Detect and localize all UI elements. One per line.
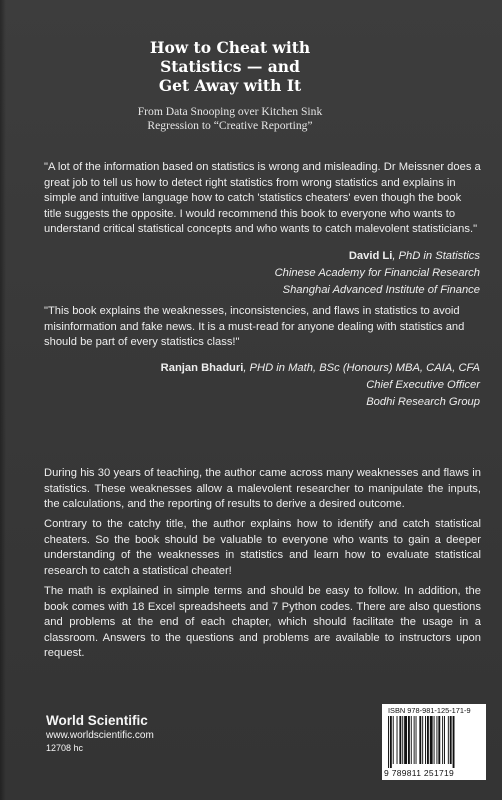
barcode-bar — [388, 716, 389, 768]
barcode-bar — [448, 716, 449, 764]
barcode-bar — [442, 716, 443, 764]
barcode-bar — [397, 716, 398, 764]
review-quote-2: "This book explains the weaknesses, inconsistencies, and flaws in statistics to avoid misinformation and fake news. It is a must-read for anyone dealing with statistics and should be part of every statistics class!" — [44, 305, 465, 349]
barcode-bar — [416, 716, 417, 764]
publisher-block — [46, 713, 154, 755]
reviewer-name: David Li — [348, 250, 393, 262]
barcode-bar — [453, 716, 455, 768]
subtitle-line: Regression to “Creative Reporting” — [147, 119, 313, 132]
publisher-name: World Scientific — [46, 713, 148, 728]
barcode-digits: 9 789811 251719 — [384, 768, 455, 778]
product-code: 12708 hc — [46, 743, 84, 753]
title-line: Get Away with It — [158, 76, 302, 95]
barcode-bar — [393, 716, 394, 764]
reviewer-affiliation: Chinese Academy for Financial Research — [274, 267, 480, 279]
title-line: How to Cheat with — [149, 38, 311, 57]
title-line: Statistics — and — [160, 57, 300, 76]
subtitle-line: From Data Snooping over Kitchen Sink — [137, 105, 323, 118]
isbn-label: ISBN 978-981-125-171-9 — [388, 706, 471, 715]
book-subtitle — [40, 105, 420, 133]
spine-shadow — [0, 0, 6, 800]
barcode-bar — [399, 716, 401, 764]
barcode-bar — [425, 716, 426, 764]
reviewer-affiliation: Chief Executive Officer — [366, 379, 480, 391]
barcode-bars — [388, 716, 480, 768]
review-quote-1: "A lot of the information based on statistics is wrong and misleading. Dr Meissner does a great job to tell us how to detect right statistics from wrong statistics and explains in simple and intuitive language how to catch 'statistics cheaters' even though the book title suggests the opposite. I would recommend this book to everyone who wants to understand critical statistical concepts and who wants to catch malevolent statisticians." — [44, 161, 481, 236]
publisher-url: www.worldscientific.com — [46, 730, 154, 741]
barcode-bar — [444, 716, 445, 764]
review-attribution-2 — [80, 360, 480, 411]
barcode-bar — [436, 716, 437, 764]
barcode-bar — [408, 716, 410, 764]
barcode-bar — [404, 716, 407, 764]
barcode-bar — [427, 716, 429, 764]
isbn-barcode — [382, 704, 486, 780]
reviewer-affiliation: Bodhi Research Group — [366, 396, 480, 408]
barcode-bar — [422, 716, 423, 764]
review-attribution-1 — [80, 248, 480, 299]
reviewer-credentials: , PHD in Math, BSc (Honours) MBA, CAIA, CFA — [243, 362, 480, 374]
barcode-bar — [414, 716, 415, 764]
barcode-bar — [419, 716, 421, 764]
barcode-bar — [450, 716, 452, 764]
reviewer-name: Ranjan Bhaduri — [160, 362, 244, 374]
reviewer-affiliation: Shanghai Advanced Institute of Finance — [282, 284, 480, 296]
barcode-bar — [430, 716, 433, 764]
barcode-bar — [438, 716, 440, 764]
reviewer-credentials: , PhD in Statistics — [392, 250, 480, 262]
book-title — [40, 38, 420, 95]
description-paragraph-1: During his 30 years of teaching, the author came across many weaknesses and flaws in statistics. These weaknesses allow a malevolent researcher to manipulate the inputs, the calculations, and the reporting of results to derive a desired outcome. — [44, 467, 481, 510]
barcode-bar — [402, 716, 403, 764]
barcode-bar — [390, 716, 392, 768]
description-paragraph-2: Contrary to the catchy title, the author explains how to identify and catch statistical cheaters. So the book should be valuable to everyone who wants to gain a deeper understanding of the weaknesses in statistics and learn how to evaluate statistical research to catch a statistical cheater! — [44, 518, 481, 577]
description-paragraph-3: The math is explained in simple terms and should be easy to follow. In addition, the book comes with 18 Excel spreadsheets and 7 Python codes. There are also questions and problems at the end of each chapter, which should facilitate the usage in a classroom. Answers to the questions and problems are available to instructors upon request. — [44, 585, 481, 659]
barcode-bar — [411, 716, 412, 764]
barcode-bar — [434, 716, 435, 764]
